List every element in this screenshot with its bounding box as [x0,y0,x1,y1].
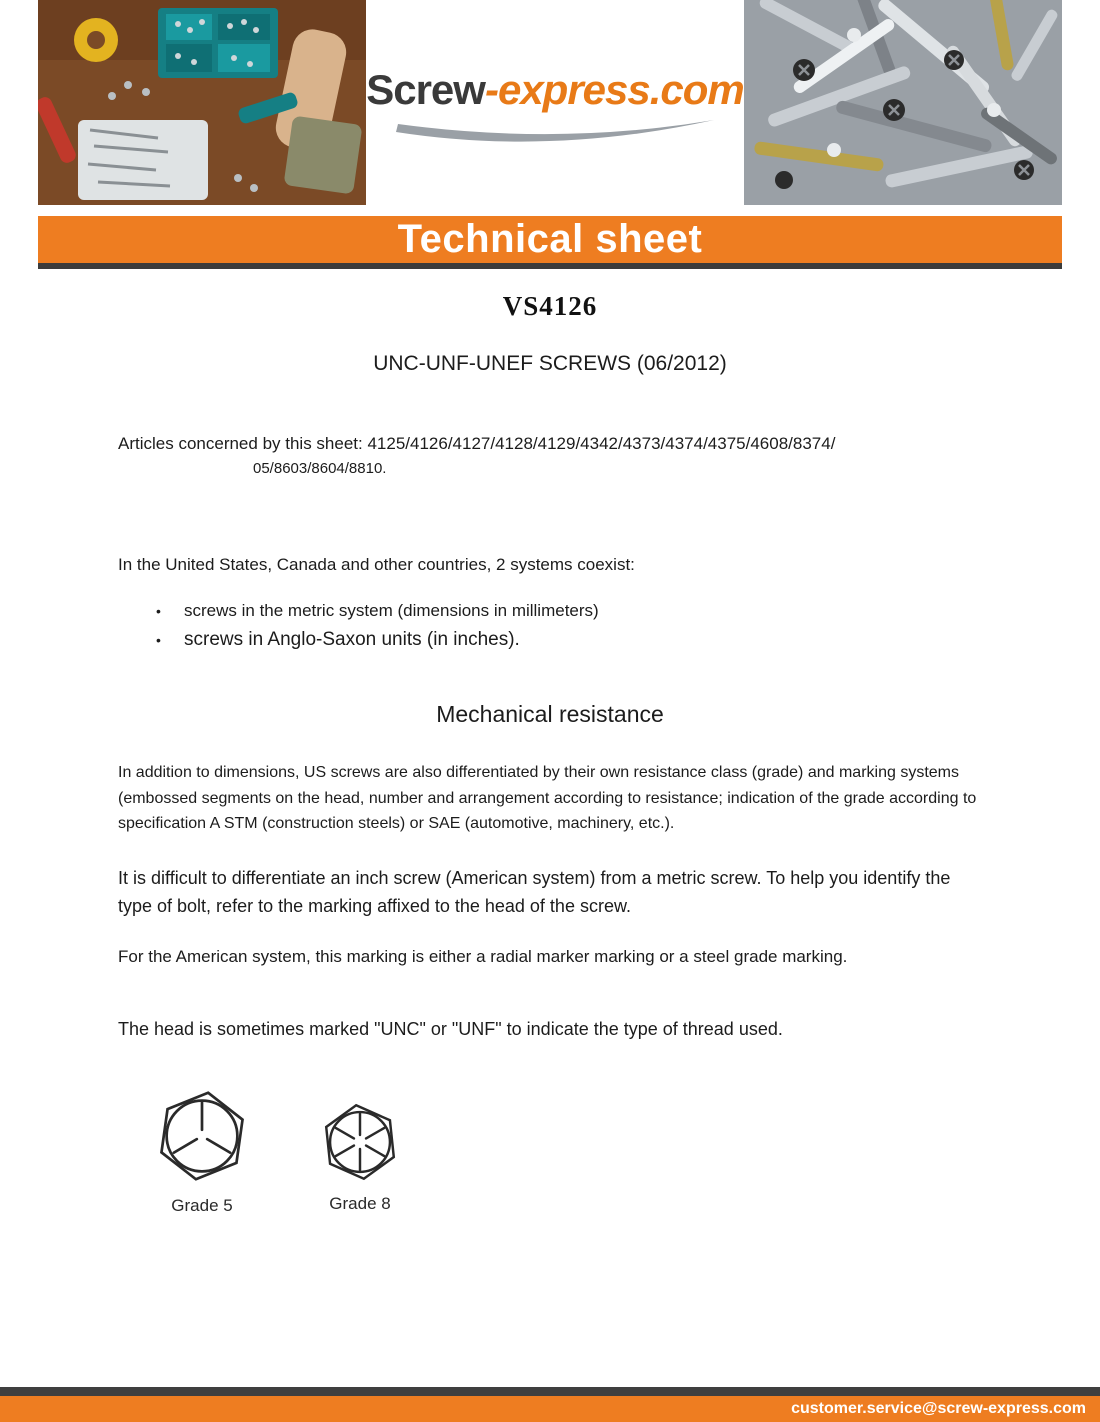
paragraph-resistance-classes: In addition to dimensions, US screws are also differentiated by their own resistance class (grade) and marking systems (embossed segments on the head, number and arrangement according to resistance; indication of the grade according to specification A STM (construction steels) or SAE (automotive, machinery, etc.). [118,764,977,833]
logo-part-express: -express.com [484,66,744,113]
section-heading-mechanical-resistance: Mechanical resistance [436,701,664,727]
page-header [0,0,1100,208]
grade-diagrams [118,1082,982,1216]
articles-line2: 05/8603/8604/8810. [253,460,387,477]
technical-sheet-banner [38,216,1062,269]
banner-title: Technical sheet [397,217,703,261]
bullet-text: screws in the metric system (dimensions in millimeters) [184,601,599,620]
logo-text [366,66,744,114]
logo [366,0,744,208]
grade-5-head-icon [150,1082,254,1190]
articles-line1: Articles concerned by this sheet: 4125/4126/4127/4128/4129/4342/4373/4374/4375/4608/8374/ [118,434,836,453]
workbench-photo-illustration [38,0,366,205]
intro-paragraph: In the United States, Canada and other countries, 2 systems coexist: [118,555,635,574]
paragraph-differentiate: It is difficult to differentiate an inch screw (American system) from a metric screw. To help you identify the type of bolt, refer to the marking affixed to the head of the screw. [118,867,951,916]
footer-bar [0,1396,1100,1422]
list-item [156,629,982,651]
footer-divider [0,1387,1100,1396]
grade-8-head-icon [316,1096,404,1188]
grade-5-diagram [150,1082,254,1216]
workbench-photo [38,0,366,205]
logo-part-screw: Screw [366,66,485,113]
bullet-icon: • [156,632,161,648]
document-code: VS4126 [502,291,598,321]
bullet-icon: • [156,603,161,619]
grade-8-diagram [316,1096,404,1214]
screws-photo-illustration [744,0,1062,205]
logo-swoosh [390,116,720,150]
grade-5-label: Grade 5 [171,1195,233,1215]
page-footer [0,1387,1100,1422]
list-item [156,601,982,621]
paragraph-head-marking: The head is sometimes marked "UNC" or "UNF" to indicate the type of thread used. [118,1018,783,1039]
bullet-list [118,601,982,651]
articles-paragraph [118,434,982,477]
paragraph-american-marking: For the American system, this marking is either a radial marker marking or a steel grade marking. [118,946,848,966]
grade-8-label: Grade 8 [329,1193,391,1213]
bullet-text: screws in Anglo-Saxon units (in inches). [184,629,520,650]
document-body [0,291,1100,1216]
document-title: UNC-UNF-UNEF SCREWS (06/2012) [373,352,727,375]
screws-photo [744,0,1062,205]
customer-service-email: customer.service@screw-express.com [791,1400,1086,1417]
